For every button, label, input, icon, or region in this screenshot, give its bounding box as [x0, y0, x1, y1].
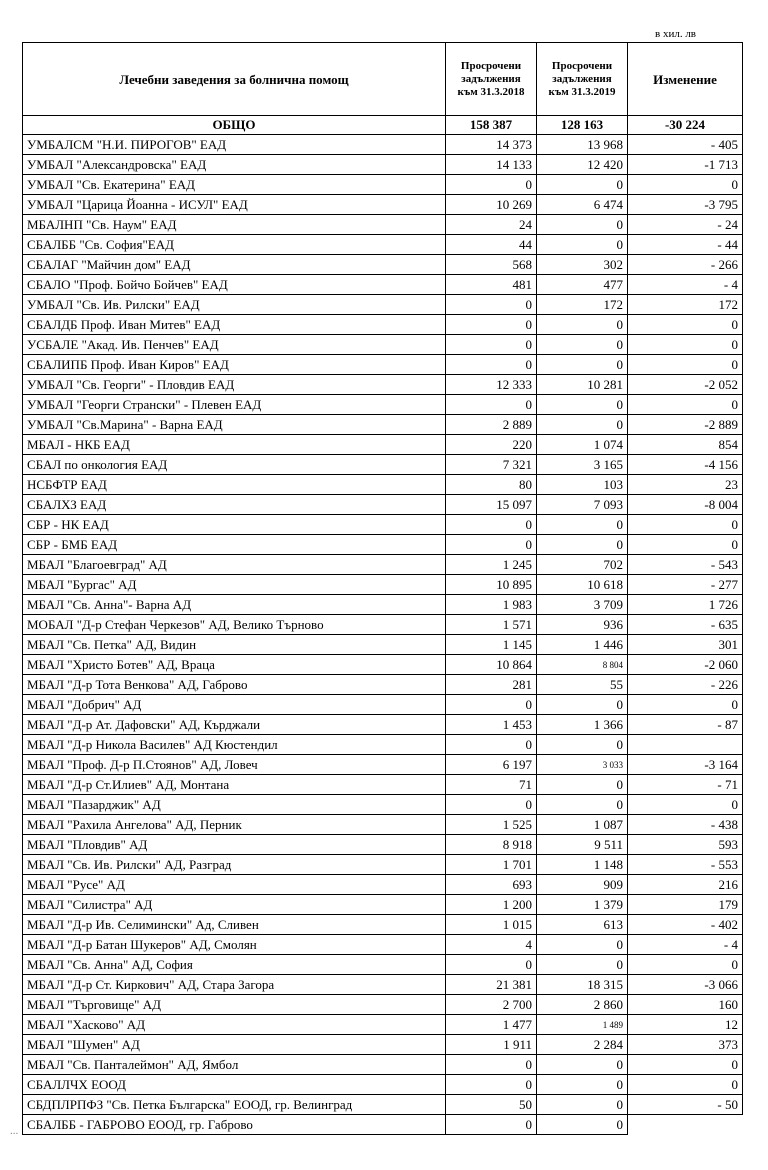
institution-name: СБР - БМБ ЕАД: [23, 535, 446, 555]
value-2018: 2 700: [446, 995, 537, 1015]
table-row: [23, 895, 743, 915]
institution-name: МБАЛ "Шумен" АД: [23, 1035, 446, 1055]
value-2018: 0: [446, 535, 537, 555]
table-row: [23, 1075, 743, 1095]
value-2018: 1 245: [446, 555, 537, 575]
institution-name: МБАЛ "Благоевград" АД: [23, 555, 446, 575]
value-2019: 1 087: [537, 815, 628, 835]
value-change: 0: [628, 395, 743, 415]
table-row: [23, 635, 743, 655]
value-2019: 0: [537, 1075, 628, 1095]
institution-name: УМБАЛСМ "Н.И. ПИРОГОВ" ЕАД: [23, 135, 446, 155]
institution-name: СБАЛДБ Проф. Иван Митев" ЕАД: [23, 315, 446, 335]
value-2019: 3 709: [537, 595, 628, 615]
header-2018: Просрочени задължения към 31.3.2018: [446, 43, 537, 116]
value-2018: 71: [446, 775, 537, 795]
table-row: [23, 675, 743, 695]
institution-name: УМБАЛ "Царица Йоанна - ИСУЛ" ЕАД: [23, 195, 446, 215]
table-row: [23, 1115, 743, 1135]
value-2018: 14 373: [446, 135, 537, 155]
institution-name: МБАЛ "Рахила Ангелова" АД, Перник: [23, 815, 446, 835]
value-2018: 0: [446, 735, 537, 755]
value-2019: 909: [537, 875, 628, 895]
value-2019: 0: [537, 1095, 628, 1115]
institution-name: МБАЛ "Д-р Тота Венкова" АД, Габрово: [23, 675, 446, 695]
institution-name: МБАЛ "Д-р Ив. Селимински" Ад, Сливен: [23, 915, 446, 935]
value-2018: 1 453: [446, 715, 537, 735]
value-change: -3 164: [628, 755, 743, 775]
table-row: [23, 775, 743, 795]
institution-name: МБАЛ "Св. Ив. Рилски" АД, Разград: [23, 855, 446, 875]
value-2019: 55: [537, 675, 628, 695]
value-2018: 1 200: [446, 895, 537, 915]
institution-name: МБАЛНП "Св. Наум" ЕАД: [23, 215, 446, 235]
value-2019: 9 511: [537, 835, 628, 855]
value-change: - 402: [628, 915, 743, 935]
value-2018: 568: [446, 255, 537, 275]
total-2018: 158 387: [446, 116, 537, 135]
value-2018: 281: [446, 675, 537, 695]
institution-name: МБАЛ "Хасково" АД: [23, 1015, 446, 1035]
institution-name: СБАЛББ "Св. София"ЕАД: [23, 235, 446, 255]
value-2018: 693: [446, 875, 537, 895]
value-change: 1 726: [628, 595, 743, 615]
value-change: 0: [628, 1055, 743, 1075]
table-row: [23, 835, 743, 855]
value-change: -3 066: [628, 975, 743, 995]
table-row: [23, 695, 743, 715]
table-row: [23, 875, 743, 895]
table-row: [23, 455, 743, 475]
value-2019: 6 474: [537, 195, 628, 215]
value-2018: 7 321: [446, 455, 537, 475]
value-2019: 936: [537, 615, 628, 635]
footer-mark: ...: [10, 1125, 19, 1137]
value-2019: 172: [537, 295, 628, 315]
value-2018: 1 525: [446, 815, 537, 835]
table-row: [23, 155, 743, 175]
value-2019: 2 284: [537, 1035, 628, 1055]
table-row: [23, 915, 743, 935]
value-change: 0: [628, 175, 743, 195]
value-change: 854: [628, 435, 743, 455]
value-change: - 266: [628, 255, 743, 275]
table-row: [23, 355, 743, 375]
value-2019: 613: [537, 915, 628, 935]
value-change: [628, 735, 743, 755]
value-2019: 18 315: [537, 975, 628, 995]
value-change: 0: [628, 355, 743, 375]
institution-name: МБАЛ "Д-р Ст. Киркович" АД, Стара Загора: [23, 975, 446, 995]
table-row: [23, 475, 743, 495]
table-row: [23, 655, 743, 675]
value-change: - 635: [628, 615, 743, 635]
value-2018: 0: [446, 355, 537, 375]
institution-name: МБАЛ "Св. Анна" АД, София: [23, 955, 446, 975]
value-2019: 0: [537, 955, 628, 975]
table-row: [23, 335, 743, 355]
value-change: -1 713: [628, 155, 743, 175]
value-change: - 226: [628, 675, 743, 695]
institution-name: СБАЛЛЧХ ЕООД: [23, 1075, 446, 1095]
table-row: [23, 275, 743, 295]
value-2018: 220: [446, 435, 537, 455]
institution-name: СБАЛИПБ Проф. Иван Киров" ЕАД: [23, 355, 446, 375]
institution-name: МБАЛ "Пазарджик" АД: [23, 795, 446, 815]
table-row: [23, 595, 743, 615]
institution-name: МБАЛ "Св. Петка" АД, Видин: [23, 635, 446, 655]
value-2019: 1 489: [537, 1015, 628, 1035]
value-2019: 3 033: [537, 755, 628, 775]
table-row: [23, 995, 743, 1015]
value-2018: 0: [446, 1115, 537, 1135]
table-row: [23, 815, 743, 835]
table-row: [23, 615, 743, 635]
value-2019: 12 420: [537, 155, 628, 175]
value-change: 179: [628, 895, 743, 915]
value-change: -8 004: [628, 495, 743, 515]
table-row: [23, 135, 743, 155]
value-change: - 87: [628, 715, 743, 735]
value-change: - 438: [628, 815, 743, 835]
institution-name: МБАЛ "Д-р Батан Шукеров" АД, Смолян: [23, 935, 446, 955]
value-2018: 10 269: [446, 195, 537, 215]
table-row: [23, 955, 743, 975]
table-row: [23, 1035, 743, 1055]
table-row: [23, 935, 743, 955]
value-change: - 24: [628, 215, 743, 235]
value-2018: 44: [446, 235, 537, 255]
institution-name: СБАЛББ - ГАБРОВО ЕООД, гр. Габрово: [23, 1115, 446, 1135]
value-2018: 15 097: [446, 495, 537, 515]
value-2018: 0: [446, 695, 537, 715]
table-row: [23, 515, 743, 535]
institution-name: МБАЛ "Д-р Ст.Илиев" АД, Монтана: [23, 775, 446, 795]
table-row: [23, 795, 743, 815]
table-row: [23, 755, 743, 775]
institution-name: МБАЛ "Пловдив" АД: [23, 835, 446, 855]
value-2019: 1 148: [537, 855, 628, 875]
value-2018: 0: [446, 335, 537, 355]
hospital-debts-table: [22, 42, 743, 1135]
value-2018: 0: [446, 295, 537, 315]
value-change: - 4: [628, 275, 743, 295]
value-2019: 1 379: [537, 895, 628, 915]
table-row: [23, 575, 743, 595]
value-2018: 50: [446, 1095, 537, 1115]
value-2019: 0: [537, 355, 628, 375]
value-2019: 0: [537, 1055, 628, 1075]
value-2019: 7 093: [537, 495, 628, 515]
value-2018: 0: [446, 175, 537, 195]
table-row: [23, 495, 743, 515]
header-institution: Лечебни заведения за болнична помощ: [23, 43, 446, 116]
institution-name: УМБАЛ "Св. Екатерина" ЕАД: [23, 175, 446, 195]
table-row: [23, 395, 743, 415]
value-change: 0: [628, 535, 743, 555]
institution-name: МБАЛ "Силистра" АД: [23, 895, 446, 915]
institution-name: СБР - НК ЕАД: [23, 515, 446, 535]
value-2018: 0: [446, 395, 537, 415]
institution-name: МБАЛ "Д-р Никола Василев" АД Кюстендил: [23, 735, 446, 755]
value-change: 23: [628, 475, 743, 495]
value-2019: 10 281: [537, 375, 628, 395]
value-change: - 543: [628, 555, 743, 575]
value-change: 373: [628, 1035, 743, 1055]
value-change: 301: [628, 635, 743, 655]
value-2019: 0: [537, 695, 628, 715]
value-2019: 477: [537, 275, 628, 295]
value-change: - 44: [628, 235, 743, 255]
value-change: - 553: [628, 855, 743, 875]
value-2019: 0: [537, 515, 628, 535]
value-change: 0: [628, 515, 743, 535]
table-row: [23, 195, 743, 215]
value-change: 0: [628, 1075, 743, 1095]
value-2018: 8 918: [446, 835, 537, 855]
value-2018: 12 333: [446, 375, 537, 395]
header-change: Изменение: [628, 43, 743, 116]
institution-name: МБАЛ "Д-р Ат. Дафовски" АД, Кърджали: [23, 715, 446, 735]
table-row: [23, 735, 743, 755]
table-row: [23, 535, 743, 555]
institution-name: УМБАЛ "Александровска" ЕАД: [23, 155, 446, 175]
table-row: [23, 415, 743, 435]
table-row: [23, 255, 743, 275]
table-row: [23, 1095, 743, 1115]
value-2018: 1 015: [446, 915, 537, 935]
institution-name: УСБАЛЕ "Акад. Ив. Пенчев" ЕАД: [23, 335, 446, 355]
value-2018: 0: [446, 795, 537, 815]
table-row: [23, 215, 743, 235]
table-row: [23, 435, 743, 455]
value-change: 216: [628, 875, 743, 895]
value-change: -2 889: [628, 415, 743, 435]
total-row: [23, 116, 743, 135]
value-change: 0: [628, 335, 743, 355]
value-change: -4 156: [628, 455, 743, 475]
table-row: [23, 975, 743, 995]
value-change: -2 060: [628, 655, 743, 675]
value-2019: 0: [537, 235, 628, 255]
value-2018: 10 864: [446, 655, 537, 675]
value-2019: 0: [537, 315, 628, 335]
value-2018: 0: [446, 315, 537, 335]
unit-label: в хил. лв: [655, 28, 697, 40]
value-change: [628, 1115, 743, 1135]
value-2019: 1 446: [537, 635, 628, 655]
value-2018: 2 889: [446, 415, 537, 435]
value-2018: 10 895: [446, 575, 537, 595]
institution-name: СБДПЛРПФЗ "Св. Петка Българска" ЕООД, гр. Велинград: [23, 1095, 446, 1115]
value-2018: 24: [446, 215, 537, 235]
table-row: [23, 1015, 743, 1035]
value-2019: 0: [537, 775, 628, 795]
institution-name: НСБФТР ЕАД: [23, 475, 446, 495]
institution-name: МБАЛ "Св. Анна"- Варна АД: [23, 595, 446, 615]
institution-name: СБАЛХЗ ЕАД: [23, 495, 446, 515]
value-2019: 0: [537, 215, 628, 235]
value-2019: 10 618: [537, 575, 628, 595]
institution-name: СБАЛ по онкология ЕАД: [23, 455, 446, 475]
table-row: [23, 175, 743, 195]
institution-name: МБАЛ "Търговище" АД: [23, 995, 446, 1015]
value-2018: 14 133: [446, 155, 537, 175]
value-2018: 1 983: [446, 595, 537, 615]
value-change: -2 052: [628, 375, 743, 395]
value-2018: 1 571: [446, 615, 537, 635]
table-row: [23, 315, 743, 335]
value-2018: 0: [446, 1075, 537, 1095]
institution-name: УМБАЛ "Св. Ив. Рилски" ЕАД: [23, 295, 446, 315]
institution-name: МБАЛ "Русе" АД: [23, 875, 446, 895]
institution-name: СБАЛО "Проф. Бойчо Бойчев" ЕАД: [23, 275, 446, 295]
value-2019: 1 074: [537, 435, 628, 455]
table-row: [23, 1055, 743, 1075]
value-2019: 302: [537, 255, 628, 275]
value-2019: 8 804: [537, 655, 628, 675]
value-2018: 0: [446, 1055, 537, 1075]
table-row: [23, 295, 743, 315]
header-row: [23, 43, 743, 116]
value-2018: 80: [446, 475, 537, 495]
value-2019: 13 968: [537, 135, 628, 155]
table-row: [23, 715, 743, 735]
value-2019: 3 165: [537, 455, 628, 475]
value-2019: 0: [537, 935, 628, 955]
value-2018: 1 701: [446, 855, 537, 875]
total-change: -30 224: [628, 116, 743, 135]
institution-name: МБАЛ "Бургас" АД: [23, 575, 446, 595]
value-2019: 2 860: [537, 995, 628, 1015]
institution-name: УМБАЛ "Георги Странски" - Плевен ЕАД: [23, 395, 446, 415]
total-2019: 128 163: [537, 116, 628, 135]
value-change: 172: [628, 295, 743, 315]
value-2018: 1 911: [446, 1035, 537, 1055]
value-change: 12: [628, 1015, 743, 1035]
value-2018: 21 381: [446, 975, 537, 995]
value-change: 593: [628, 835, 743, 855]
total-label: ОБЩО: [23, 116, 446, 135]
value-2019: 103: [537, 475, 628, 495]
value-2018: 481: [446, 275, 537, 295]
value-change: 0: [628, 955, 743, 975]
value-2019: 0: [537, 415, 628, 435]
institution-name: УМБАЛ "Св.Марина" - Варна ЕАД: [23, 415, 446, 435]
value-change: 0: [628, 315, 743, 335]
value-2019: 0: [537, 735, 628, 755]
institution-name: МБАЛ "Христо Ботев" АД, Враца: [23, 655, 446, 675]
value-change: 0: [628, 695, 743, 715]
value-change: - 71: [628, 775, 743, 795]
value-change: - 50: [628, 1095, 743, 1115]
value-change: - 277: [628, 575, 743, 595]
table-row: [23, 555, 743, 575]
value-2018: 0: [446, 515, 537, 535]
value-change: - 405: [628, 135, 743, 155]
value-2019: 0: [537, 1115, 628, 1135]
institution-name: МБАЛ - НКБ ЕАД: [23, 435, 446, 455]
value-2018: 1 145: [446, 635, 537, 655]
value-2018: 4: [446, 935, 537, 955]
value-2019: 702: [537, 555, 628, 575]
institution-name: МБАЛ "Проф. Д-р П.Стоянов" АД, Ловеч: [23, 755, 446, 775]
value-change: 160: [628, 995, 743, 1015]
value-2019: 0: [537, 335, 628, 355]
table-row: [23, 375, 743, 395]
institution-name: МБАЛ "Добрич" АД: [23, 695, 446, 715]
value-2018: 0: [446, 955, 537, 975]
value-change: 0: [628, 795, 743, 815]
value-2019: 1 366: [537, 715, 628, 735]
value-2018: 1 477: [446, 1015, 537, 1035]
value-2018: 6 197: [446, 755, 537, 775]
value-2019: 0: [537, 535, 628, 555]
value-2019: 0: [537, 795, 628, 815]
header-2019: Просрочени задължения към 31.3.2019: [537, 43, 628, 116]
institution-name: УМБАЛ "Св. Георги" - Пловдив ЕАД: [23, 375, 446, 395]
value-2019: 0: [537, 175, 628, 195]
institution-name: СБАЛАГ "Майчин дом" ЕАД: [23, 255, 446, 275]
table-row: [23, 235, 743, 255]
value-change: -3 795: [628, 195, 743, 215]
institution-name: МОБАЛ "Д-р Стефан Черкезов" АД, Велико Търново: [23, 615, 446, 635]
value-2019: 0: [537, 395, 628, 415]
value-change: - 4: [628, 935, 743, 955]
institution-name: МБАЛ "Св. Панталеймон" АД, Ямбол: [23, 1055, 446, 1075]
table-row: [23, 855, 743, 875]
